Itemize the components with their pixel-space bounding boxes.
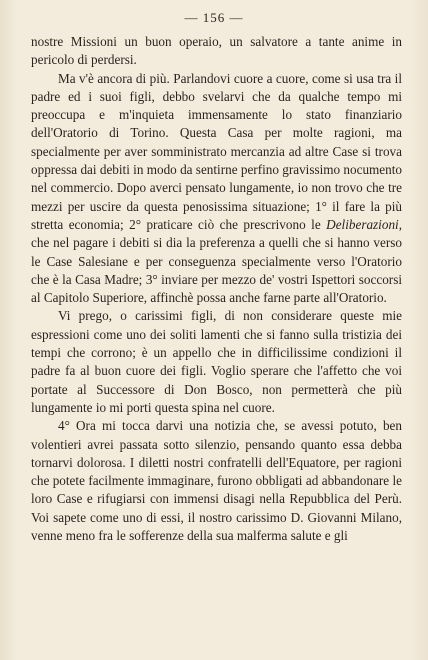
italic-term: Deliberazioni <box>326 216 399 232</box>
paragraph-text: nostre Missioni un buon operaio, un salvatore a tante anime in pericolo di perdersi. <box>31 34 402 68</box>
paragraph-text: Ma v'è ancora di più. Parlandovi cuore a cuore, come si usa tra il padre ed i suoi figli, debbo svelarvi che da qualche tempo mi preoccupa e m'inquieta immensamente lo stato finanziario dell'Oratorio di Torino. Questa Casa per molte ragioni, ma specialmente per aver somministrato mercanzia ad altre Case si trova oppressa dai debiti in modo da sentirne perfino gravissimo nocumento nel commercio. Dopo averci pensato lungamente, io non trovo che tre mezzi per uscire da questa penosissima situazione; 1° il fare la più stretta economia; 2° praticare ciò che prescrivono le <box>31 70 403 232</box>
paragraph-text: , che nel pagare i debiti si dia la preferenza a quelli che si hanno verso le Case Salesiane e per conseguenza specialmente verso l'Oratorio che è la Casa Madre; 3° inviare per mezzo de' vostri Ispettori soccorsi al Capitolo Superiore, affinchè possa anche farne parte all'Oratorio. <box>31 216 402 306</box>
paragraph-ecuador-news <box>31 417 402 545</box>
paragraph-continuation <box>31 33 402 70</box>
paragraph-appeal <box>31 307 402 417</box>
paragraph-finances <box>31 70 402 308</box>
paragraph-text: 4° Ora mi tocca darvi una notizia che, se avessi potuto, ben volentieri avrei passata sotto silenzio, pensando quanto essa debba tornarvi dolorosa. I diletti nostri confratelli dell'Equatore, per ragioni che potete facilmente immaginare, furono obbligati ad abbandonare le loro Case e rifugiarsi con immensi disagi nella Repubblica del Perù. Voi sapete come uno di essi, il nostro carissimo D. Giovanni Milano, venne meno fra le sofferenze della sua malferma salute e gli <box>31 418 402 544</box>
page-number: — 156 — <box>184 10 244 25</box>
paragraph-text: Vi prego, o carissimi figli, di non considerare queste mie espressioni come uno dei soliti lamenti che si fanno sulla tristizia dei tempi che corrono; è un appello che in difficilissime condizioni il padre fa al buon cuore dei figli. Voglio sperare che l'affetto che voi portate al Successore di Don Bosco, non permetterà che più lungamente io mi porti questa spina nel cuore. <box>31 308 402 415</box>
body-text <box>31 33 402 545</box>
